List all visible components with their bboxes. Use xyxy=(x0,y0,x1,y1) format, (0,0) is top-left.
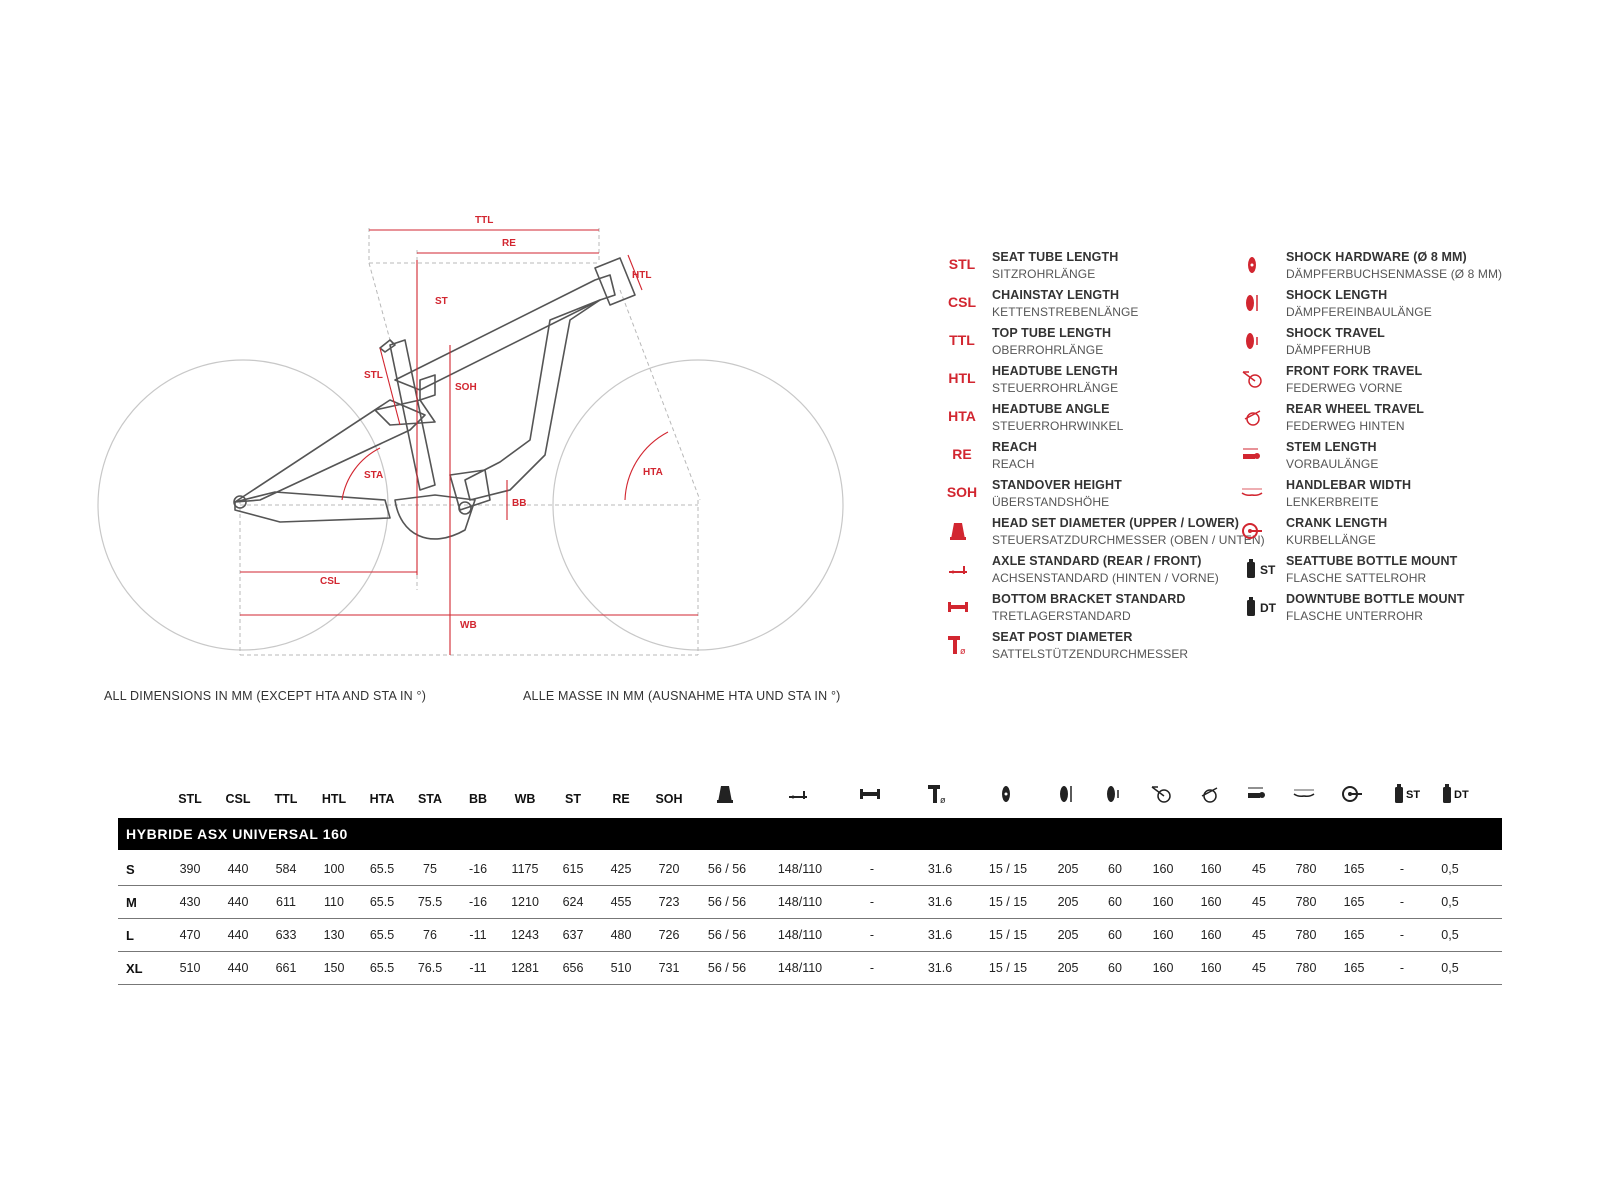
legend-label-de: ACHSENSTANDARD (HINTEN / VORNE) xyxy=(992,571,1219,585)
table-cell: 150 xyxy=(323,961,345,975)
legend-left-item xyxy=(940,592,1240,628)
legend-label-de: DÄMPFERHUB xyxy=(1286,343,1372,357)
table-cell: 100 xyxy=(323,862,345,876)
table-cell: 56 / 56 xyxy=(707,895,747,909)
table-cell: 165 xyxy=(1343,895,1365,909)
table-cell: 160 xyxy=(1200,895,1222,909)
crank-icon xyxy=(1240,519,1272,547)
table-cell: 15 / 15 xyxy=(988,862,1028,876)
legend-label-de: STEUERSATZDURCHMESSER (OBEN / UNTEN) xyxy=(992,533,1265,547)
table-cell: 160 xyxy=(1200,961,1222,975)
dim-label-wb: WB xyxy=(460,620,477,631)
table-cell: 160 xyxy=(1152,862,1174,876)
legend-abbr: SOH xyxy=(946,484,978,500)
handlebar-icon xyxy=(1292,782,1336,808)
table-cell: 65.5 xyxy=(369,862,395,876)
table-cell: 440 xyxy=(227,895,249,909)
table-cell: 31.6 xyxy=(927,928,953,942)
table-cell: 165 xyxy=(1343,961,1365,975)
table-cell: -11 xyxy=(469,961,487,975)
seatpost-icon xyxy=(946,633,978,661)
table-cell: -16 xyxy=(468,862,488,876)
shock-travel-icon xyxy=(1240,329,1272,357)
table-cell: - xyxy=(1399,961,1405,975)
table-cell: 624 xyxy=(562,895,584,909)
table-cell: 165 xyxy=(1343,928,1365,942)
table-cell: 780 xyxy=(1295,961,1317,975)
dim-label-re: RE xyxy=(502,238,516,249)
legend-label-de: TRETLAGERSTANDARD xyxy=(992,609,1131,623)
table-cell: 60 xyxy=(1108,928,1122,942)
table-cell: 731 xyxy=(658,961,680,975)
dim-label-htl: HTL xyxy=(632,270,652,281)
legend-label-de: ÜBERSTANDSHÖHE xyxy=(992,495,1110,509)
legend-label-en: HEADTUBE ANGLE xyxy=(992,402,1110,416)
table-cell: 60 xyxy=(1108,862,1122,876)
guide-lines xyxy=(240,228,700,655)
rear-wheel-icon xyxy=(1240,405,1272,433)
dim-label-csl: CSL xyxy=(320,576,340,587)
table-cell: 75 xyxy=(423,862,437,876)
legend-abbr: RE xyxy=(952,446,972,462)
bottle-dt-icon xyxy=(1436,782,1480,808)
column-header-sta: STA xyxy=(417,792,443,806)
legend-left-item xyxy=(940,516,1265,552)
headset-icon xyxy=(946,519,978,547)
table-cell: 76 xyxy=(423,928,437,942)
table-cell: -16 xyxy=(468,895,488,909)
table-cell: 440 xyxy=(227,961,249,975)
bottle-st-icon xyxy=(1388,782,1432,808)
table-cell: 1243 xyxy=(511,928,539,942)
legend-abbr: HTL xyxy=(948,370,976,386)
legend-left-item xyxy=(940,288,1240,324)
table-cell: 0,5 xyxy=(1441,862,1459,876)
legend-label-en: SHOCK LENGTH xyxy=(1286,288,1388,302)
legend-label-de: FEDERWEG VORNE xyxy=(1286,381,1403,395)
legend-right-item xyxy=(1234,554,1534,590)
column-header-re: RE xyxy=(612,792,630,806)
bottle-st-icon xyxy=(1240,557,1276,585)
legend-label-en: HEADTUBE LENGTH xyxy=(992,364,1118,378)
shock-hardware-icon xyxy=(1240,253,1272,281)
column-header-ttl: TTL xyxy=(274,792,298,806)
legend-label-de: OBERROHRLÄNGE xyxy=(992,343,1104,357)
table-cell: 15 / 15 xyxy=(988,928,1028,942)
legend-label-en: STANDOVER HEIGHT xyxy=(992,478,1122,492)
dim-label-st: ST xyxy=(435,296,448,307)
table-cell: 390 xyxy=(179,862,201,876)
legend-label-de: FLASCHE SATTELROHR xyxy=(1286,571,1427,585)
svg-text:ø: ø xyxy=(940,795,946,805)
table-cell: 780 xyxy=(1295,895,1317,909)
column-header-hta: HTA xyxy=(369,792,395,806)
table-cell: 1175 xyxy=(511,862,539,876)
table-cell: 440 xyxy=(227,862,249,876)
legend-abbr: TTL xyxy=(949,332,975,348)
legend-label-en: TOP TUBE LENGTH xyxy=(992,326,1112,340)
table-cell: 470 xyxy=(179,928,201,942)
legend-label-en: HEAD SET DIAMETER (UPPER / LOWER) xyxy=(992,516,1240,530)
legend-left-item xyxy=(940,630,1240,666)
table-cell: 160 xyxy=(1152,961,1174,975)
table-cell: 510 xyxy=(610,961,632,975)
crank-icon xyxy=(1340,782,1384,808)
legend-label-en: CRANK LENGTH xyxy=(1286,516,1388,530)
legend-label-de: FEDERWEG HINTEN xyxy=(1286,419,1405,433)
legend-right-item xyxy=(1234,516,1534,552)
bottle-tag: DT xyxy=(1260,601,1276,615)
table-cell: 480 xyxy=(610,928,632,942)
size-label: L xyxy=(126,928,134,943)
legend-label-en: SHOCK TRAVEL xyxy=(1286,326,1385,340)
table-cell: 661 xyxy=(275,961,297,975)
table-cell: 440 xyxy=(227,928,249,942)
table-cell: 584 xyxy=(275,862,297,876)
legend-right-item xyxy=(1234,326,1534,362)
table-cell: 720 xyxy=(658,862,680,876)
legend-label-de: STEUERROHRLÄNGE xyxy=(992,381,1119,395)
table-cell: 637 xyxy=(562,928,584,942)
table-cell: 780 xyxy=(1295,862,1317,876)
table-cell: 165 xyxy=(1343,862,1365,876)
table-cell: 160 xyxy=(1200,928,1222,942)
table-cell: 611 xyxy=(276,895,296,909)
model-name: HYBRIDE ASX UNIVERSAL 160 xyxy=(126,826,348,842)
front-fork-icon xyxy=(1240,367,1272,395)
legend-label-en: SEATTUBE BOTTLE MOUNT xyxy=(1286,554,1458,568)
table-cell: 148/110 xyxy=(777,928,823,942)
column-header-soh: SOH xyxy=(655,792,683,806)
dim-label-soh: SOH xyxy=(455,382,477,393)
legend-left-item xyxy=(940,440,1240,476)
table-cell: 723 xyxy=(658,895,680,909)
table-cell: 656 xyxy=(562,961,584,975)
units-note-de: ALLE MASSE IN MM (AUSNAHME HTA UND STA IN °) xyxy=(523,689,841,703)
table-cell: 130 xyxy=(323,928,345,942)
table-cell: 1281 xyxy=(511,961,539,975)
table-row xyxy=(118,885,1502,919)
column-header-csl: CSL xyxy=(225,792,251,806)
table-cell: 65.5 xyxy=(369,928,395,942)
legend-label-de: SATTELSTÜTZENDURCHMESSER xyxy=(992,647,1189,661)
legend-abbr: CSL xyxy=(948,294,976,310)
table-cell: 31.6 xyxy=(927,961,953,975)
legend-label-en: HANDLEBAR WIDTH xyxy=(1286,478,1412,492)
table-cell: 510 xyxy=(179,961,201,975)
dimension-lines xyxy=(240,230,698,655)
legend-left-item xyxy=(940,478,1240,514)
table-header-row xyxy=(118,782,1502,816)
bottle-tag: ST xyxy=(1406,789,1421,801)
table-cell: 60 xyxy=(1108,895,1122,909)
table-cell: 633 xyxy=(275,928,297,942)
table-cell: 56 / 56 xyxy=(707,961,747,975)
legend-right-item xyxy=(1234,364,1534,400)
legend-label-de: LENKERBREITE xyxy=(1286,495,1379,509)
dim-label-stl: STL xyxy=(364,370,383,381)
table-cell: 15 / 15 xyxy=(988,895,1028,909)
front-fork-icon xyxy=(1149,782,1193,808)
table-cell: 780 xyxy=(1295,928,1317,942)
table-cell: 110 xyxy=(324,895,344,909)
table-cell: 60 xyxy=(1108,961,1122,975)
table-cell: 65.5 xyxy=(369,961,395,975)
column-header-st: ST xyxy=(565,792,581,806)
dim-label-bb: BB xyxy=(512,498,527,509)
table-cell: 430 xyxy=(179,895,201,909)
legend-label-en: AXLE STANDARD (REAR / FRONT) xyxy=(992,554,1202,568)
bottle-dt-icon xyxy=(1240,595,1276,623)
legend-label-de: STEUERROHRWINKEL xyxy=(992,419,1124,433)
table-cell: - xyxy=(869,862,875,876)
legend-label-de: VORBAULÄNGE xyxy=(1286,457,1379,471)
size-label: XL xyxy=(126,961,143,976)
legend-label-en: SEAT POST DIAMETER xyxy=(992,630,1133,644)
legend-label-en: DOWNTUBE BOTTLE MOUNT xyxy=(1286,592,1465,606)
legend-label-en: REACH xyxy=(992,440,1037,454)
legend-abbr: HTA xyxy=(948,408,976,424)
table-row xyxy=(118,918,1502,952)
legend-right-item xyxy=(1234,592,1534,628)
bottom-bracket-icon xyxy=(946,595,978,623)
table-cell: 31.6 xyxy=(927,895,953,909)
dim-label-hta: HTA xyxy=(643,467,663,478)
table-cell: 205 xyxy=(1057,928,1079,942)
legend-label-en: REAR WHEEL TRAVEL xyxy=(1286,402,1425,416)
table-cell: 148/110 xyxy=(777,895,823,909)
legend-label-de: REACH xyxy=(992,457,1035,471)
table-cell: 160 xyxy=(1152,895,1174,909)
legend-label-de: KETTENSTREBENLÄNGE xyxy=(992,305,1139,319)
table-cell: 0,5 xyxy=(1441,895,1459,909)
table-cell: 425 xyxy=(610,862,632,876)
table-cell: 45 xyxy=(1252,862,1266,876)
legend-label-de: FLASCHE UNTERROHR xyxy=(1286,609,1424,623)
table-cell: - xyxy=(1399,928,1405,942)
legend-left-item xyxy=(940,250,1240,286)
bottle-tag: ST xyxy=(1260,563,1276,577)
table-cell: 75.5 xyxy=(417,895,443,909)
table-cell: 455 xyxy=(610,895,632,909)
handlebar-icon xyxy=(1240,481,1272,509)
table-cell: - xyxy=(869,895,875,909)
seatpost-icon xyxy=(926,782,970,808)
legend-left-item xyxy=(940,554,1240,590)
legend-label-en: FRONT FORK TRAVEL xyxy=(1286,364,1423,378)
units-note-en: ALL DIMENSIONS IN MM (EXCEPT HTA AND STA IN °) xyxy=(104,689,427,703)
legend-label-de: SITZROHRLÄNGE xyxy=(992,267,1096,281)
bottle-tag: DT xyxy=(1454,789,1469,801)
bike-geometry-diagram xyxy=(90,200,870,680)
legend-right-item xyxy=(1234,402,1534,438)
svg-text:ø: ø xyxy=(960,646,966,656)
column-header-wb: WB xyxy=(514,792,536,806)
bottom-bracket-icon xyxy=(858,782,902,808)
table-cell: 148/110 xyxy=(777,862,823,876)
legend-left-item xyxy=(940,402,1240,438)
legend-left-item xyxy=(940,326,1240,362)
table-cell: 15 / 15 xyxy=(988,961,1028,975)
table-row xyxy=(118,852,1502,886)
shock-length-icon xyxy=(1240,291,1272,319)
table-cell: 160 xyxy=(1200,862,1222,876)
size-label: S xyxy=(126,862,135,877)
table-cell: 45 xyxy=(1252,895,1266,909)
table-cell: - xyxy=(869,961,875,975)
axle-icon xyxy=(786,782,830,808)
legend-right-item xyxy=(1234,250,1534,286)
legend-label-en: SEAT TUBE LENGTH xyxy=(992,250,1119,264)
stem-icon xyxy=(1240,443,1272,471)
size-label: M xyxy=(126,895,137,910)
axle-icon xyxy=(946,557,978,585)
dim-label-ttl: TTL xyxy=(475,215,494,226)
table-cell: 1210 xyxy=(511,895,539,909)
legend-left-item xyxy=(940,364,1240,400)
table-cell: 205 xyxy=(1057,961,1079,975)
table-cell: 615 xyxy=(562,862,584,876)
table-cell: 45 xyxy=(1252,928,1266,942)
table-cell: 148/110 xyxy=(777,961,823,975)
legend-right-item xyxy=(1234,440,1534,476)
table-cell: 205 xyxy=(1057,895,1079,909)
table-row xyxy=(118,951,1502,985)
legend-label-en: BOTTOM BRACKET STANDARD xyxy=(992,592,1186,606)
column-header-htl: HTL xyxy=(321,792,347,806)
table-cell: 0,5 xyxy=(1441,961,1459,975)
legend-right-item xyxy=(1234,478,1534,514)
table-cell: 56 / 56 xyxy=(707,862,747,876)
legend-label-en: CHAINSTAY LENGTH xyxy=(992,288,1120,302)
table-cell: 45 xyxy=(1252,961,1266,975)
table-cell: 726 xyxy=(658,928,680,942)
table-cell: - xyxy=(1399,895,1405,909)
shock-travel-icon xyxy=(1101,782,1145,808)
headset-icon xyxy=(713,782,757,808)
column-header-stl: STL xyxy=(178,792,202,806)
column-header-bb: BB xyxy=(468,792,488,806)
legend-label-de: DÄMPFEREINBAULÄNGE xyxy=(1286,305,1432,319)
table-cell: 56 / 56 xyxy=(707,928,747,942)
dim-label-sta: STA xyxy=(364,470,384,481)
shock-hardware-icon xyxy=(994,782,1038,808)
table-cell: 160 xyxy=(1152,928,1174,942)
legend-right-item xyxy=(1234,288,1534,324)
legend-abbr: STL xyxy=(948,256,976,272)
table-cell: -11 xyxy=(469,928,487,942)
table-cell: 76.5 xyxy=(417,961,443,975)
model-bar xyxy=(118,818,1502,850)
table-cell: 31.6 xyxy=(927,862,953,876)
table-cell: 65.5 xyxy=(369,895,395,909)
table-cell: 0,5 xyxy=(1441,928,1459,942)
legend-label-en: STEM LENGTH xyxy=(1286,440,1377,454)
table-cell: 205 xyxy=(1057,862,1079,876)
legend-label-de: DÄMPFERBUCHSENMASSE (Ø 8 MM) xyxy=(1286,267,1503,281)
stem-icon xyxy=(1245,782,1289,808)
table-cell: - xyxy=(1399,862,1405,876)
rear-wheel-icon xyxy=(1197,782,1241,808)
shock-length-icon xyxy=(1054,782,1098,808)
legend-label-en: SHOCK HARDWARE (Ø 8 MM) xyxy=(1286,250,1467,264)
table-cell: - xyxy=(869,928,875,942)
legend-label-de: KURBELLÄNGE xyxy=(1286,533,1376,547)
